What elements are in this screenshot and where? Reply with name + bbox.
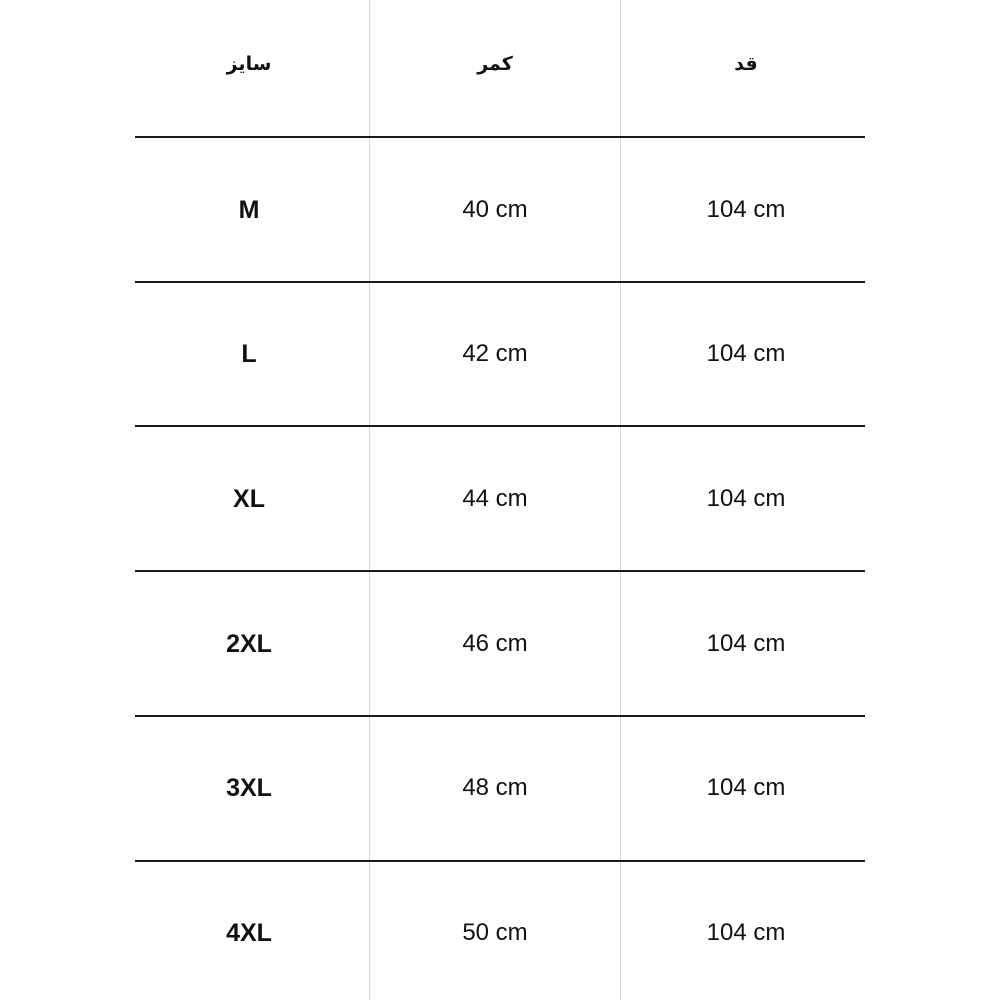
row-divider bbox=[135, 281, 865, 283]
waist-cell: 40 cm bbox=[462, 196, 528, 223]
length-cell: 104 cm bbox=[706, 196, 786, 223]
waist-cell: 48 cm bbox=[462, 774, 528, 801]
row-divider bbox=[135, 425, 865, 427]
length-cell: 104 cm bbox=[706, 485, 786, 512]
length-cell: 104 cm bbox=[706, 630, 786, 657]
table-row bbox=[0, 479, 1000, 519]
waist-cell: 50 cm bbox=[462, 919, 528, 946]
header-waist: کمر bbox=[477, 53, 513, 75]
row-divider bbox=[135, 570, 865, 572]
waist-cell: 42 cm bbox=[462, 340, 528, 367]
size-cell: L bbox=[241, 340, 257, 368]
header-size: سایز bbox=[226, 53, 272, 75]
size-cell: XL bbox=[233, 485, 265, 513]
table-row bbox=[0, 624, 1000, 664]
size-cell: M bbox=[238, 196, 260, 224]
size-cell: 2XL bbox=[226, 630, 272, 658]
waist-cell: 44 cm bbox=[462, 485, 528, 512]
row-divider bbox=[135, 136, 865, 138]
size-cell: 4XL bbox=[226, 919, 272, 947]
length-cell: 104 cm bbox=[706, 774, 786, 801]
header-length: قد bbox=[734, 53, 758, 75]
table-row bbox=[0, 913, 1000, 953]
size-cell: 3XL bbox=[226, 774, 272, 802]
table-row bbox=[0, 334, 1000, 374]
row-divider bbox=[135, 715, 865, 717]
row-divider bbox=[135, 860, 865, 862]
waist-cell: 46 cm bbox=[462, 630, 528, 657]
length-cell: 104 cm bbox=[706, 340, 786, 367]
length-cell: 104 cm bbox=[706, 919, 786, 946]
table-header-row bbox=[0, 44, 1000, 84]
table-row bbox=[0, 768, 1000, 808]
table-row bbox=[0, 190, 1000, 230]
